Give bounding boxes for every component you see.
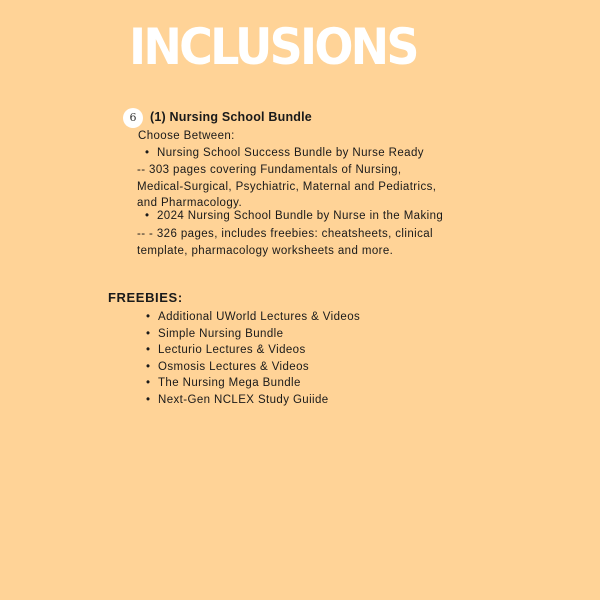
option-description-line: Medical-Surgical, Psychiatric, Maternal and Pediatrics, bbox=[137, 180, 437, 193]
bullet-icon: • bbox=[146, 377, 151, 389]
freebie-item bbox=[146, 375, 360, 392]
bullet-icon: • bbox=[145, 147, 150, 159]
bullet-icon: • bbox=[146, 344, 151, 356]
freebies-list bbox=[146, 309, 360, 408]
option-description bbox=[137, 162, 487, 212]
option-item bbox=[145, 208, 443, 225]
freebie-label: Osmosis Lectures & Videos bbox=[158, 360, 310, 373]
option-description bbox=[137, 226, 487, 259]
bullet-icon: • bbox=[145, 210, 150, 222]
option-description-line: template, pharmacology worksheets and more. bbox=[137, 244, 394, 257]
option-description-line: -- - 326 pages, includes freebies: cheatsheets, clinical bbox=[137, 228, 433, 240]
freebie-label: The Nursing Mega Bundle bbox=[158, 377, 301, 389]
option-name: Nursing School Success Bundle by Nurse Ready bbox=[157, 147, 424, 159]
bundle-title: (1) Nursing School Bundle bbox=[150, 110, 312, 124]
freebie-label: Lecturio Lectures & Videos bbox=[158, 344, 306, 356]
option-description-line: -- 303 pages covering Fundamentals of Nursing, bbox=[137, 164, 402, 176]
bullet-icon: • bbox=[146, 327, 151, 340]
option-name: 2024 Nursing School Bundle by Nurse in the Making bbox=[157, 210, 444, 222]
bundle-number-badge: 6 bbox=[123, 108, 143, 128]
freebie-item bbox=[146, 342, 360, 359]
freebie-label: Additional UWorld Lectures & Videos bbox=[158, 311, 361, 323]
freebies-title: FREEBIES: bbox=[108, 290, 183, 305]
bullet-icon: • bbox=[146, 393, 151, 406]
bullet-icon: • bbox=[146, 360, 151, 373]
freebie-item bbox=[146, 359, 360, 376]
choose-label: Choose Between: bbox=[138, 130, 235, 142]
option-description-line: and Pharmacology. bbox=[137, 197, 243, 209]
page-title: INCLUSIONS bbox=[129, 18, 417, 76]
option-item bbox=[145, 145, 424, 162]
freebie-label: Next-Gen NCLEX Study Guiide bbox=[158, 393, 329, 406]
freebie-item bbox=[146, 392, 360, 409]
freebie-label: Simple Nursing Bundle bbox=[158, 327, 284, 340]
bullet-icon: • bbox=[146, 311, 151, 323]
freebie-item bbox=[146, 326, 360, 343]
freebie-item bbox=[146, 309, 360, 326]
